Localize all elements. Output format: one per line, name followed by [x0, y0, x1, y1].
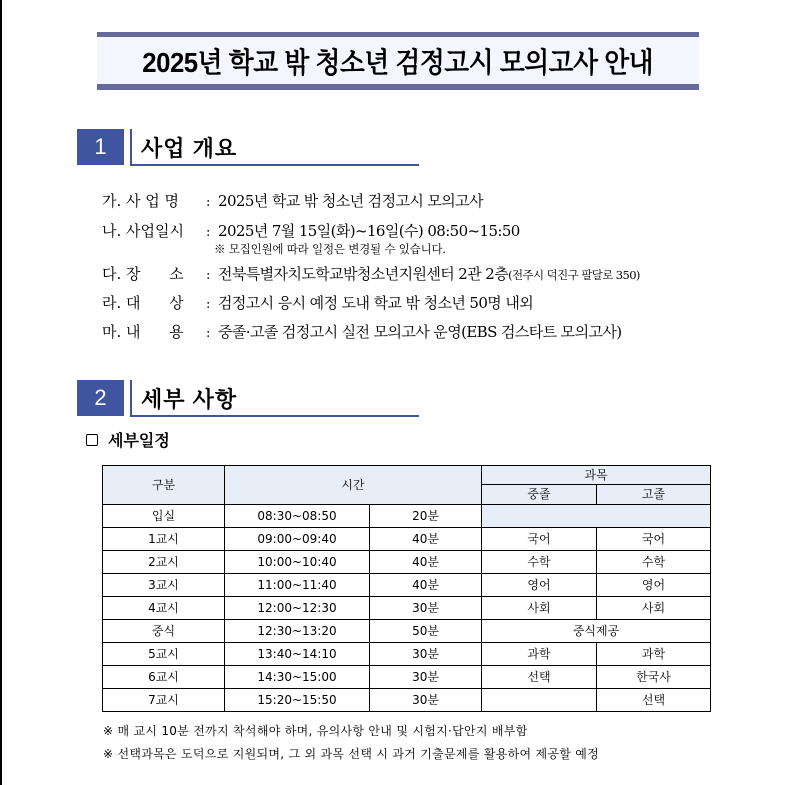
overview-item-name [102, 190, 483, 211]
section-title: 사업 개요 [141, 136, 238, 161]
header-subject: 과목 [482, 466, 711, 485]
cell-duration: 40분 [370, 528, 482, 551]
cell-duration: 30분 [370, 689, 482, 712]
header-middle-school: 중졸 [482, 485, 597, 505]
cell-division: 7교시 [103, 689, 225, 712]
cell-duration: 40분 [370, 551, 482, 574]
overview-date-note: ※ 모집인원에 따라 일정은 변경될 수 있습니다. [214, 242, 446, 256]
schedule-table [102, 465, 711, 712]
table-row [103, 689, 711, 712]
cell-division: 6교시 [103, 666, 225, 689]
overview-value: 전북특별자치도학교밖청소년지원센터 2관 2층 [218, 265, 509, 283]
overview-item-place [102, 263, 640, 284]
schedule-notes [103, 723, 599, 769]
cell-time: 10:00~10:40 [225, 551, 370, 574]
page-left-border [0, 0, 2, 785]
cell-time: 09:00~09:40 [225, 528, 370, 551]
overview-colon: : [206, 195, 211, 210]
cell-time: 11:00~11:40 [225, 574, 370, 597]
section-number: 2 [77, 380, 124, 416]
cell-duration: 30분 [370, 643, 482, 666]
cell-duration: 40분 [370, 574, 482, 597]
overview-label: 마. 내 용 [102, 323, 184, 341]
section-title: 세부 사항 [141, 387, 238, 412]
cell-time: 12:00~12:30 [225, 597, 370, 620]
schedule-subheading [86, 428, 170, 451]
cell-middle: 과학 [482, 643, 597, 666]
cell-high: 사회 [597, 597, 711, 620]
cell-middle: 국어 [482, 528, 597, 551]
cell-middle: 선택 [482, 666, 597, 689]
overview-label: 나. 사업일시 [102, 222, 184, 240]
cell-division: 중식 [103, 620, 225, 643]
document-title-box [97, 32, 699, 90]
table-row [103, 574, 711, 597]
square-bullet-icon [86, 434, 98, 446]
cell-duration: 50분 [370, 620, 482, 643]
cell-time: 15:20~15:50 [225, 689, 370, 712]
cell-lunch-provided: 중식제공 [482, 620, 711, 643]
cell-division: 1교시 [103, 528, 225, 551]
section-underline [130, 164, 419, 166]
document-title: 2025년 학교 밖 청소년 검정고시 모의고사 안내 [142, 46, 654, 78]
cell-high: 수학 [597, 551, 711, 574]
section-1-heading [77, 129, 422, 165]
cell-high: 한국사 [597, 666, 711, 689]
cell-subject-empty [482, 505, 711, 528]
cell-time: 08:30~08:50 [225, 505, 370, 528]
cell-high: 국어 [597, 528, 711, 551]
cell-high: 선택 [597, 689, 711, 712]
cell-division: 입실 [103, 505, 225, 528]
table-row [103, 551, 711, 574]
overview-label: 라. 대 상 [102, 294, 184, 312]
header-high-school: 고졸 [597, 485, 711, 505]
overview-item-content [102, 321, 622, 342]
cell-division: 5교시 [103, 643, 225, 666]
overview-value: 2025년 학교 밖 청소년 검정고시 모의고사 [218, 192, 483, 210]
table-row [103, 528, 711, 551]
overview-colon: : [206, 297, 211, 312]
subheading-text: 세부일정 [108, 431, 170, 450]
cell-duration: 20분 [370, 505, 482, 528]
cell-time: 12:30~13:20 [225, 620, 370, 643]
overview-item-date [102, 220, 520, 241]
cell-duration: 30분 [370, 597, 482, 620]
header-time: 시간 [225, 466, 482, 505]
section-2-heading [77, 380, 422, 416]
header-division: 구분 [103, 466, 225, 505]
section-divider [130, 380, 132, 416]
table-row [103, 643, 711, 666]
cell-division: 4교시 [103, 597, 225, 620]
overview-label: 다. 장 소 [102, 265, 184, 283]
overview-value: 검정고시 응시 예정 도내 학교 밖 청소년 50명 내외 [218, 294, 534, 312]
overview-address: (전주시 덕진구 팔달로 350) [508, 268, 640, 282]
table-row [103, 666, 711, 689]
note-item: ※ 선택과목은 도덕으로 지원되며, 그 외 과목 선택 시 과거 기출문제를 활용하여 제공할 예정 [103, 747, 600, 761]
cell-middle: 영어 [482, 574, 597, 597]
overview-value: 중졸·고졸 검정고시 실전 모의고사 운영(EBS 검스타트 모의고사) [218, 323, 622, 341]
overview-item-target [102, 292, 533, 313]
overview-value: 2025년 7월 15일(화)~16일(수) 08:50~15:50 [218, 222, 520, 240]
overview-label: 가. 사 업 명 [102, 192, 180, 210]
cell-middle: 사회 [482, 597, 597, 620]
cell-time: 14:30~15:00 [225, 666, 370, 689]
cell-middle [482, 689, 597, 712]
cell-division: 3교시 [103, 574, 225, 597]
section-underline [130, 415, 419, 417]
cell-high: 영어 [597, 574, 711, 597]
cell-time: 13:40~14:10 [225, 643, 370, 666]
cell-high: 과학 [597, 643, 711, 666]
cell-duration: 30분 [370, 666, 482, 689]
overview-colon: : [206, 268, 211, 283]
section-divider [130, 129, 132, 165]
overview-colon: : [206, 225, 211, 240]
table-row [103, 597, 711, 620]
note-item: ※ 매 교시 10분 전까지 착석해야 하며, 유의사항 안내 및 시험지·답안지 배부함 [103, 724, 528, 738]
cell-middle: 수학 [482, 551, 597, 574]
cell-division: 2교시 [103, 551, 225, 574]
overview-colon: : [206, 326, 211, 341]
table-row [103, 620, 711, 643]
section-number: 1 [77, 129, 124, 165]
table-row [103, 505, 711, 528]
